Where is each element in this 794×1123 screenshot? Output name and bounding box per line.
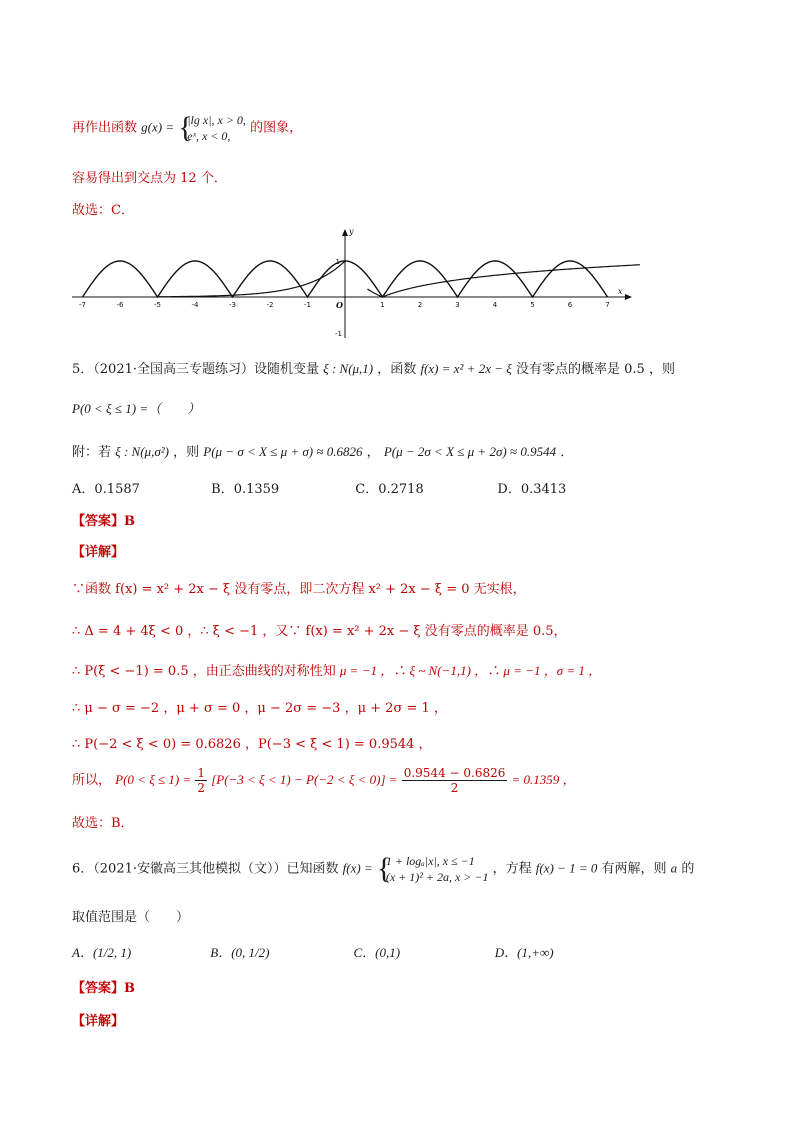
q6-option-a[interactable]: A．(1/2, 1) (72, 945, 132, 960)
q6-answer: 【答案】B (72, 981, 135, 996)
x-tick-label: 7 (605, 301, 610, 309)
graph-labels (79, 227, 623, 338)
q6-options (72, 942, 554, 961)
exp-curve (158, 261, 346, 297)
q5-step-5: ∴ P(−2 < ξ < 0) = 0.6826 ，P(−3 < ξ < 1) = 0.9544 ， (72, 737, 432, 752)
q6-option-b[interactable]: B．(0, 1/2) (210, 945, 270, 960)
q5-option-c[interactable]: C．0.2718 (355, 482, 424, 497)
q5-step-1: ∵函数 f(x) = x² + 2x − ξ 没有零点，即二次方程 x² + 2x − ξ = 0 无实根， (72, 582, 526, 597)
g-case-2: eˣ, x < 0, (187, 129, 231, 143)
q5-option-a[interactable]: A．0.1587 (72, 482, 140, 497)
y-tick-label-bottom: -1 (335, 330, 342, 338)
left-brace: { (178, 111, 193, 144)
q6-option-d[interactable]: D．(1,+∞) (494, 945, 554, 960)
q5-step-3a: ∴ P(ξ < −1) = 0.5 ，由正态曲线的对称性知 (72, 664, 336, 679)
q5-ask: P(0 < ξ ≤ 1) =（ ） (72, 401, 201, 416)
q5-answer: 【答案】B (72, 514, 135, 529)
intro-l2-tail: 个． (200, 171, 227, 186)
q5-step-4: ∴ μ − σ = −2 ，μ + σ = 0 ，μ − 2σ = −3 ，μ + 2σ = 1 ， (72, 701, 447, 716)
x-tick-label: 4 (492, 301, 498, 309)
y-axis-label: y (349, 227, 354, 236)
half-denominator: 2 (197, 781, 206, 795)
y-axis-arrow (342, 229, 348, 236)
q5-prob: 0.5 (624, 362, 645, 377)
q5-step-2: ∴ Δ = 4 + 4ξ < 0 ，∴ ξ < −1 ，又∵ f(x) = x² + 2x − ξ 没有零点的概率是 0.5， (72, 624, 567, 639)
q6-option-c[interactable]: C．(0,1) (353, 945, 401, 960)
x-tick-label: -6 (116, 301, 124, 309)
x-axis-label: x (618, 287, 623, 296)
log-curve (368, 264, 641, 297)
left-brace: { (376, 852, 392, 885)
g-piecewise (178, 112, 246, 144)
q5-func: f(x) = x² + 2x − ξ (420, 361, 512, 376)
q6-piecewise (377, 853, 489, 885)
g-case-1: |lg x|, x > 0, (187, 113, 246, 127)
q5-step-3 (72, 660, 601, 679)
half-numerator: 1 (197, 766, 206, 780)
q6-line-2: 取值范围是（ ） (72, 910, 190, 925)
q5-note-end: ． (560, 445, 574, 460)
q5-note-prefix: 附：若 (72, 445, 112, 460)
q5-option-b[interactable]: B．0.1359 (211, 482, 280, 497)
q6-source: 6．（2021·安徽高三其他模拟（文））已知函数 (72, 861, 339, 877)
q5-step-6a: P(0 < ξ ≤ 1) = (115, 772, 192, 787)
q5-option-d[interactable]: D．0.3413 (497, 482, 567, 497)
q6-line-1 (72, 853, 694, 885)
x-tick-label: 1 (380, 301, 385, 309)
x-tick-label: -4 (191, 301, 199, 309)
x-tick-label: -7 (79, 301, 86, 309)
q5-step-6 (72, 766, 576, 795)
x-tick-label: 3 (455, 301, 460, 309)
q5-note-p2: P(μ − 2σ < X ≤ μ + 2σ) ≈ 0.9544 (383, 444, 557, 459)
result-numerator: 0.9544 − 0.6826 (403, 766, 506, 780)
origin-label: O (336, 300, 343, 310)
q6-case-1: 1 + logₐ|x|, x ≤ −1 (385, 854, 475, 868)
x-tick-label: 5 (530, 301, 535, 309)
q5-detail: 【详解】 (72, 545, 125, 560)
q5-tail: 没有零点的概率是 (515, 362, 620, 377)
g-lhs: g(x) = (141, 119, 175, 135)
intro-line-2 (72, 167, 227, 186)
q5-note-sep: ， (366, 445, 380, 460)
intro-line-3: 故选：C． (72, 203, 134, 218)
x-tick-label: -2 (266, 301, 274, 309)
q6-var: a (670, 860, 678, 876)
q6-case-2: (x + 1)² + 2a, x > −1 (385, 870, 489, 884)
intro-prefix: 再作出函数 (72, 120, 138, 136)
x-tick-label: -3 (229, 301, 236, 309)
q5-mid: ，函数 (377, 362, 417, 377)
function-graph (70, 226, 640, 346)
y-tick-label-top: 1 (335, 258, 340, 266)
q5-step-6b: [P(−3 < ξ < 1) − P(−2 < ξ < 0)] = (211, 772, 398, 787)
q5-step-3b: μ = −1 ，∴ ξ ~ N(−1,1) ，∴ μ = −1 ，σ = 1 ， (339, 663, 602, 678)
intro-suffix: 的图象， (250, 120, 303, 136)
intersection-count: 12 (180, 171, 197, 186)
q5-note-dist: ξ : N(μ,σ²) (115, 444, 169, 459)
q6-tail3: 的 (681, 861, 695, 877)
x-tick-label: -5 (154, 301, 161, 309)
q5-step-6-prefix: 所以， (72, 773, 112, 788)
intro-line-1 (72, 112, 302, 144)
q5-options (72, 478, 566, 497)
q5-step-7: 故选：B． (72, 816, 134, 831)
q6-tail2: 有两解，则 (601, 861, 667, 877)
graph-curves (83, 261, 641, 297)
x-tick-label: -1 (304, 301, 311, 309)
result-denominator: 2 (450, 781, 459, 795)
x-tick-label: 6 (567, 301, 573, 309)
intro-l2-text: 容易得出到交点为 (72, 171, 177, 186)
q5-note-p1: P(μ − σ < X ≤ μ + σ) ≈ 0.6826 (203, 444, 363, 459)
q5-note-mid: ，则 (173, 445, 200, 460)
q5-step-6c: = 0.1359 ， (511, 772, 576, 787)
graph-axes (72, 229, 632, 338)
q5-line-1 (72, 358, 675, 377)
q5-tail2: ，则 (648, 362, 675, 377)
q5-dist: ξ : N(μ,1) (323, 361, 374, 376)
result-fraction (402, 766, 508, 795)
q6-f-lhs: f(x) = (342, 860, 373, 876)
half-fraction (195, 766, 207, 795)
x-axis-arrow (625, 294, 632, 300)
x-tick-label: 2 (417, 301, 423, 309)
q5-note (72, 441, 573, 460)
q5-source: 5．（2021·全国高三专题练习）设随机变量 (72, 362, 319, 377)
q6-eq: f(x) − 1 = 0 (535, 860, 598, 876)
q6-detail: 【详解】 (72, 1014, 125, 1029)
q6-tail: ，方程 (492, 861, 532, 877)
